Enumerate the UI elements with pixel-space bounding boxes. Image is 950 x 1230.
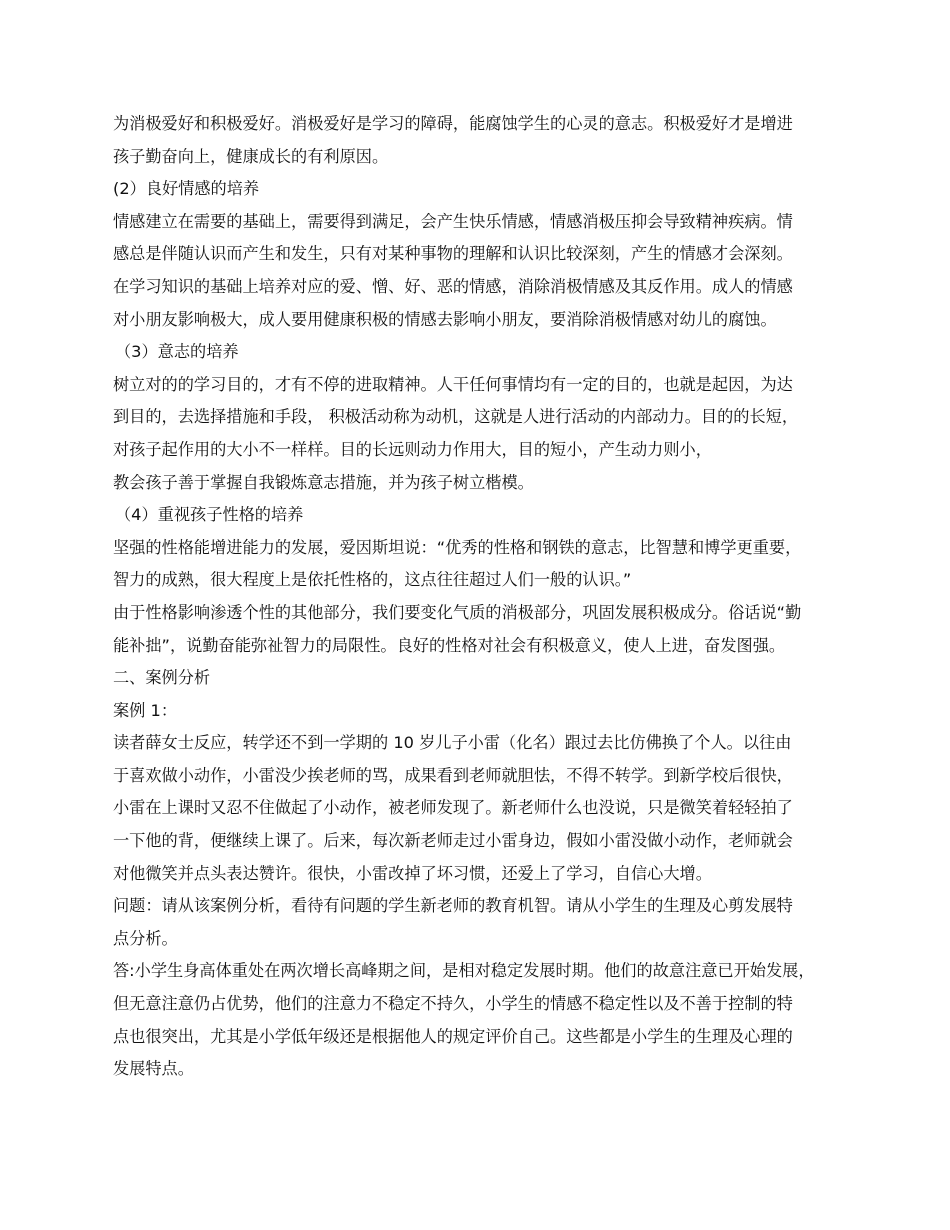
paragraph-line: 到目的，去选择措施和手段， 积极活动称为动机，这就是人进行活动的内部动力。目的的长短， [113, 407, 799, 427]
paragraph-line: 对他微笑并点头表达赞许。很快，小雷改掉了坏习惯，还爱上了学习，自信心大增。 [113, 863, 712, 883]
paragraph-line: 教会孩子善于掌握自我锻炼意志措施，并为孩子树立楷模。 [113, 472, 534, 492]
paragraph-line: 能补拙”，说勤奋能弥祉智力的局限性。良好的性格对社会有积极意义，使人上进，奋发图强。 [113, 635, 786, 655]
paragraph-line: 在学习知识的基础上培养对应的爱、憎、好、恶的情感，消除消极情感及其反作用。成人的情感 [113, 276, 793, 296]
paragraph-line: 于喜欢做小动作，小雷没少挨老师的骂，成果看到老师就胆怯，不得不转学。到新学校后很快， [113, 765, 793, 785]
document-body [113, 108, 848, 1086]
paragraph-line: 情感建立在需要的基础上，需要得到满足，会产生快乐情感，情感消极压抑会导致精神疾病。情 [113, 211, 793, 231]
paragraph-line: 孩子勤奋向上，健康成长的有利原因。 [113, 146, 389, 166]
section-heading: （3）意志的培养 [115, 342, 239, 362]
answer-line: 答:小学生身高体重处在两次增长高峰期之间，是相对稳定发展时期。他们的故意注意已开始发展， [113, 961, 815, 981]
section-heading: 二、案例分析 [113, 668, 211, 688]
answer-line: 发展特点。 [113, 1059, 194, 1079]
answer-line: 点也很突出，尤其是小学低年级还是根据他人的规定评价自己。这些都是小学生的生理及心理的 [113, 1026, 793, 1046]
paragraph-line: 对孩子起作用的大小不一样样。目的长远则动力作用大，目的短小，产生动力则小， [113, 439, 712, 459]
paragraph-line: 小雷在上课时又忍不住做起了小动作，被老师发现了。新老师什么也没说，只是微笑着轻轻拍了 [113, 798, 793, 818]
paragraph-line: 对小朋友影响极大，成人要用健康积极的情感去影响小朋友，要消除消极情感对幼儿的腐蚀。 [113, 309, 777, 329]
paragraph-line: 智力的成熟，很大程度上是依托性格的，这点往往超过人们一般的认识。” [113, 570, 632, 590]
section-heading: (2）良好情感的培养 [113, 179, 260, 199]
case-label: 案例 1： [113, 700, 178, 720]
paragraph-line: 坚强的性格能增进能力的发展，爱因斯坦说：“优秀的性格和钢铁的意志，比智慧和博学更重要， [113, 537, 802, 557]
paragraph-line: 由于性格影响渗透个性的其他部分，我们要变化气质的消极部分，巩固发展积极成分。俗话说“勤 [113, 602, 802, 622]
paragraph-line: 树立对的的学习目的，才有不停的进取精神。人干任何事情均有一定的目的，也就是起因，为达 [113, 374, 793, 394]
paragraph-line: 读者薛女士反应，转学还不到一学期的 10 岁儿子小雷（化名）跟过去比仿佛换了个人。以往由 [113, 733, 792, 753]
paragraph-line: 为消极爱好和积极爱好。消极爱好是学习的障碍，能腐蚀学生的心灵的意志。积极爱好才是增进 [113, 114, 793, 133]
paragraph-line: 感总是伴随认识而产生和发生，只有对某种事物的理解和认识比较深刻，产生的情感才会深刻。 [113, 244, 793, 264]
answer-line: 但无意注意仍占优势，他们的注意力不稳定不持久，小学生的情感不稳定性以及不善于控制的特 [113, 994, 793, 1014]
question-line: 问题：请从该案例分析，看待有问题的学生新老师的教育机智。请从小学生的生理及心剪发展特 [113, 896, 793, 916]
paragraph-line: 一下他的背，便继续上课了。后来，每次新老师走过小雷身边，假如小雷没做小动作，老师就会 [113, 831, 793, 851]
section-heading: （4）重视孩子性格的培养 [115, 505, 304, 525]
question-line: 点分析。 [113, 928, 178, 948]
